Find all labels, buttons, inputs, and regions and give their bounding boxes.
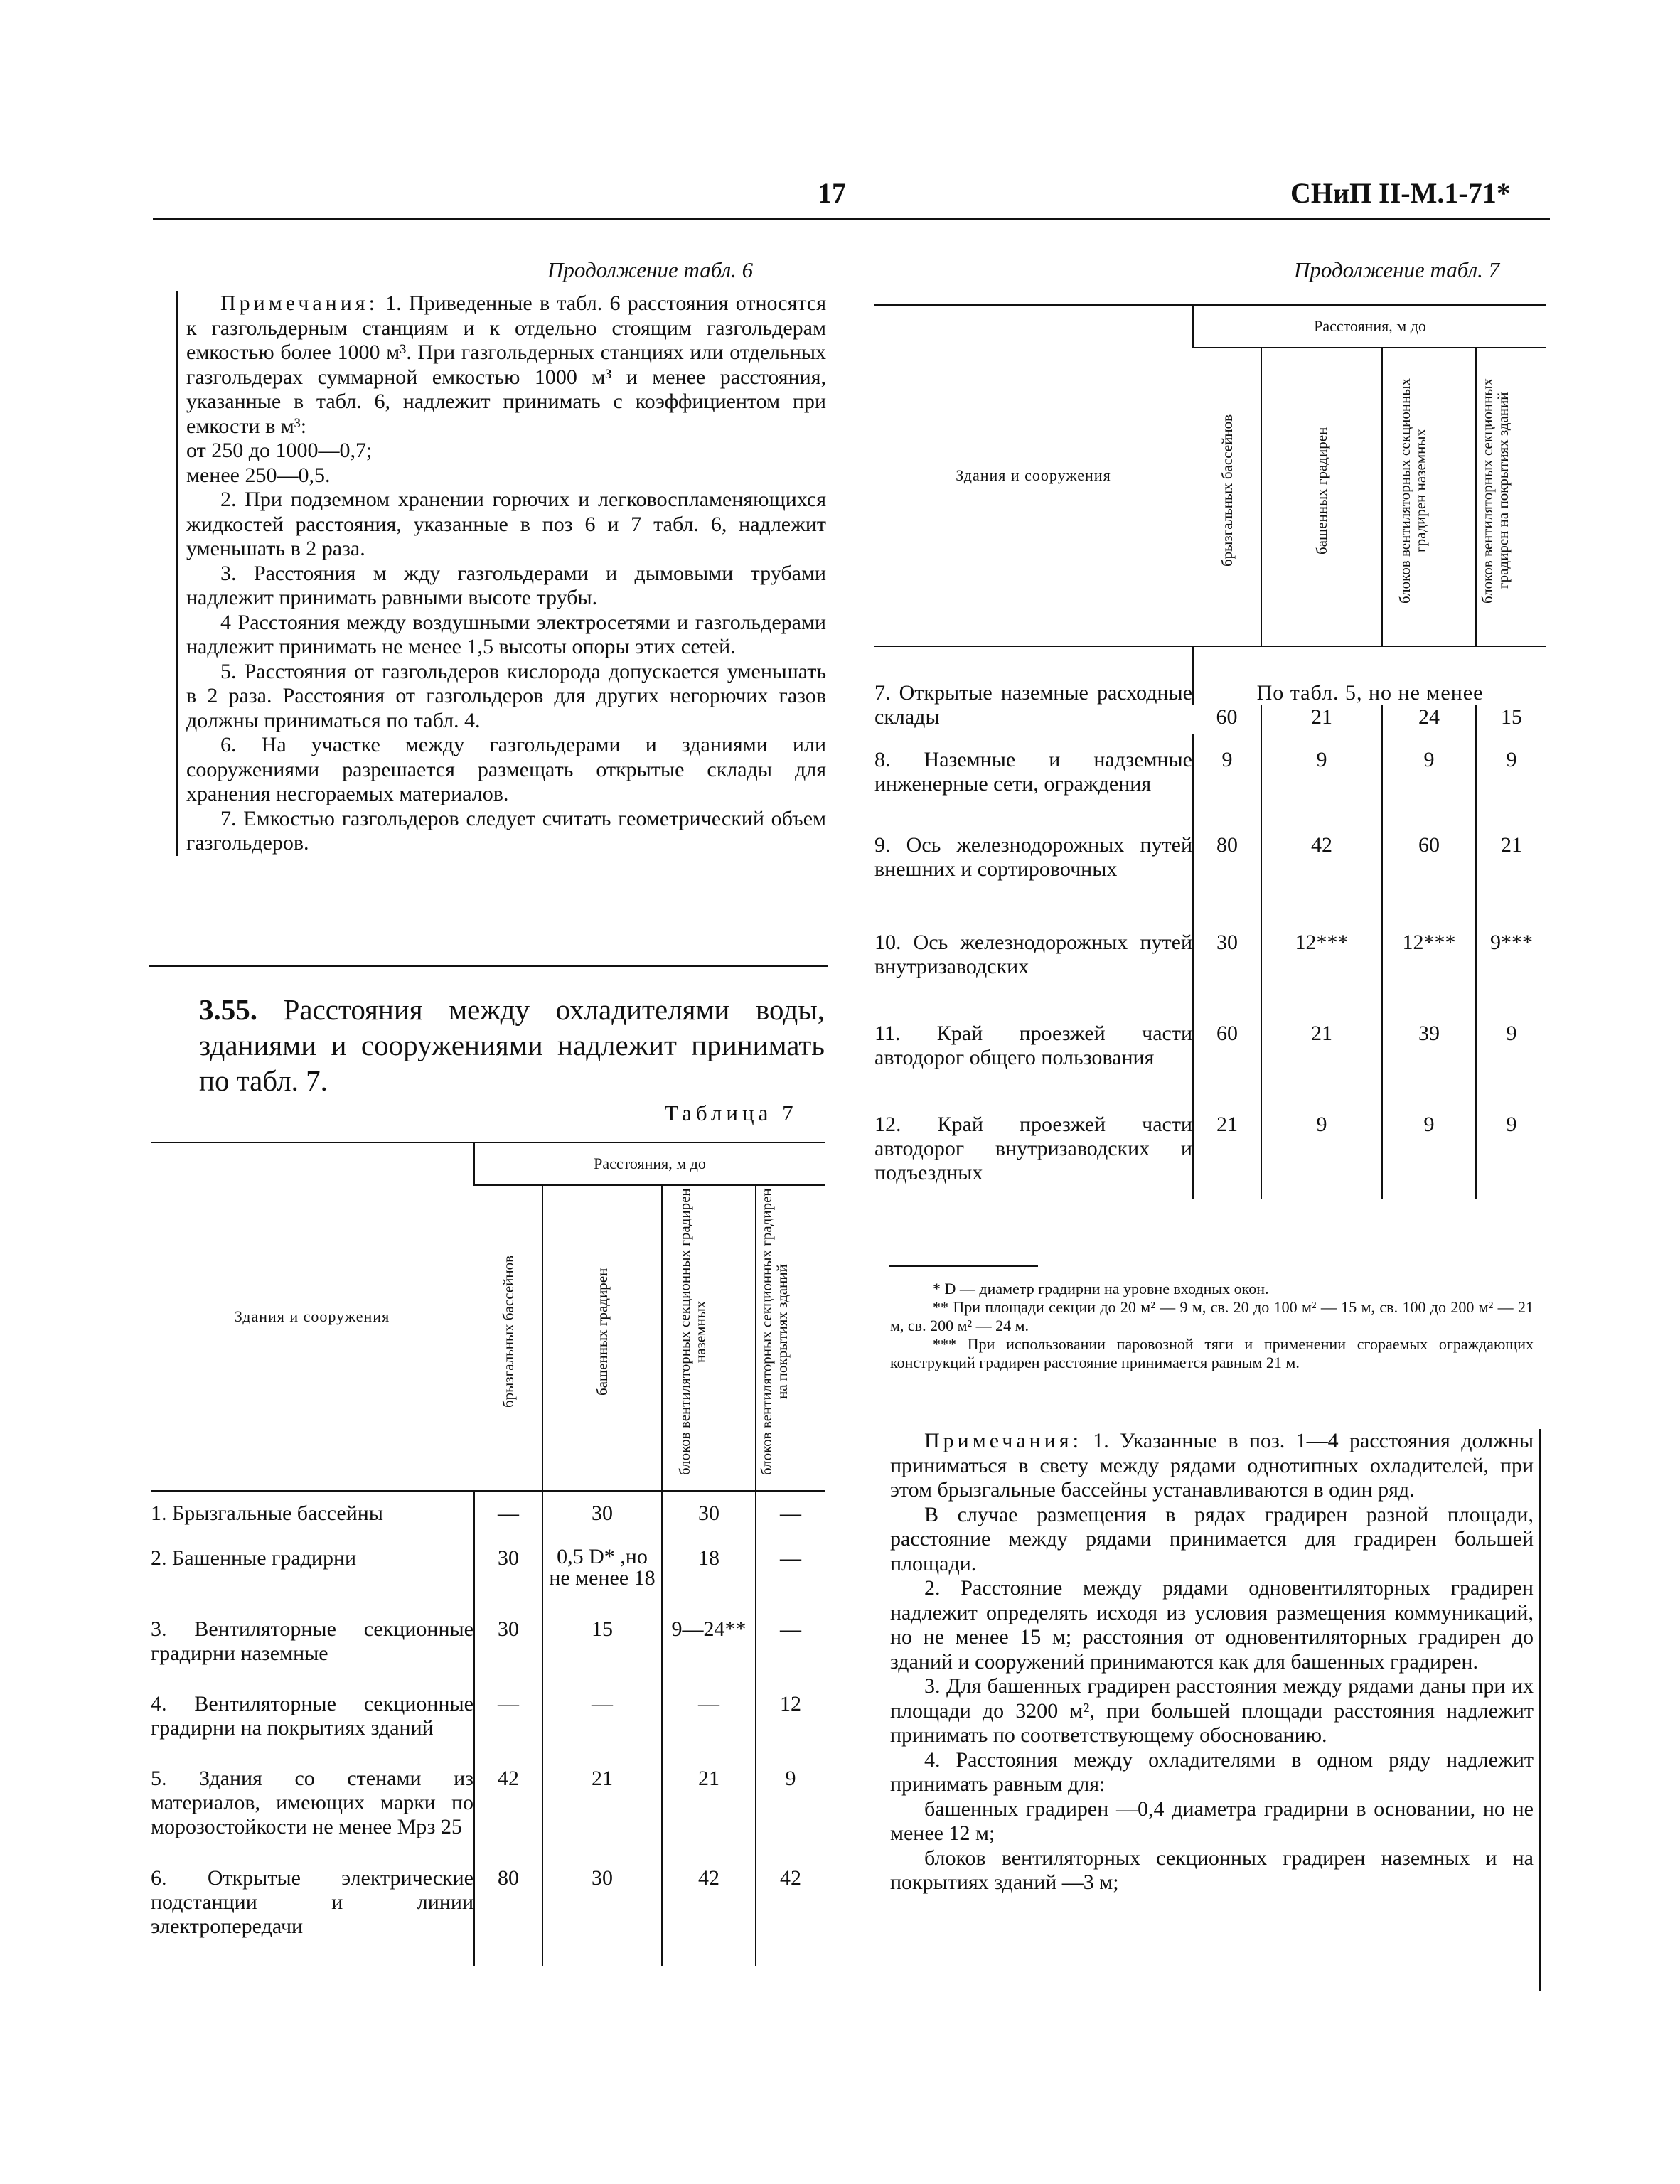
table-row: 11. Край проезжей части автодорог общего пользования 60 21 39 9 (874, 1016, 1546, 1107)
table-row: 6. Открытые электрические подстанции и линии электропередачи 80 30 42 42 (151, 1866, 825, 1966)
table7-label: Таблица 7 (665, 1101, 798, 1125)
note-1: Примечания: 1. Приведенные в табл. 6 расстояния относятся к газгольдерным станциям и к отдельно стоящим газгольдерам емкостью более 1000 м³. При газгольдерных станциях или отдельных газгольдерах суммарной емкостью 1000 м³ и менее расстояния, указанные в табл. 6, надлежит принимать с коэффициентом при емкости в м³: (186, 291, 826, 438)
header-buildings-cont: Здания и сооружения (874, 305, 1193, 646)
notes-right-border (1539, 1429, 1541, 1991)
note-4: 4 Расстояния между воздушными электросетями и газгольдерами надлежит принимать не менее 1,5 высоты опоры этих сетей. (186, 610, 826, 658)
table6-notes (176, 291, 826, 856)
table7-left (151, 1142, 825, 1966)
note-2: 2. При подземном хранении горючих и легковоспламеняющихся жидкостей расстояния, указанные в поз 6 и 7 табл. 6, надлежит уменьшать в 2 раза. (186, 488, 826, 560)
col-header-tower-coolers-cont: башенных градирен (1261, 348, 1382, 646)
table7-right (874, 304, 1546, 1199)
note-1-ratio-b: менее 250—0,5. (186, 463, 331, 487)
table7-notes (890, 1429, 1534, 1895)
col-header-tower-coolers: башенных градирен (542, 1185, 662, 1491)
note-r-4b: блоков вентиляторных секционных градирен наземных и на покрытиях зданий —3 м; (890, 1846, 1534, 1894)
table-row: 10. Ось железнодорожных путей внутризаводских 30 12*** 12*** 9*** (874, 925, 1546, 1016)
note-r-4a: башенных градирен —0,4 диаметра градирни в основании, но не менее 12 м; (890, 1797, 1534, 1845)
note-5: 5. Расстояния от газгольдеров кислорода допускается уменьшать в 2 раза. Расстояния от газгольдеров для других негорючих газов должны приниматься по табл. 4. (186, 659, 826, 732)
footnote-1: * D — диаметр градирни на уровне входных окон. (933, 1280, 1269, 1297)
table-row: 3. Вентиляторные секционные градирни наземные 30 15 9—24** — (151, 1617, 825, 1692)
table-row: 7. Открытые наземные расходные склады По табл. 5, но не менее (874, 646, 1546, 705)
note-3: 3. Расстояния м жду газгольдерами и дымовыми трубами надлежит принимать равными высоте трубы. (186, 561, 826, 609)
col-header-spray-pools: брызгальных бассейнов (499, 1256, 517, 1408)
table-row: 9. Ось железнодорожных путей внешних и сортировочных 80 42 60 21 (874, 828, 1546, 925)
document-code: СНиП II-М.1-71* (1290, 177, 1511, 209)
col-header-fan-ground: блоков вентиляторных секционных градирен наземных (662, 1185, 756, 1491)
table-row: 12. Край проезжей части автодорог внутризаводских и подъездных 21 9 9 9 (874, 1107, 1546, 1199)
row7-span: По табл. 5, но не менее (1193, 646, 1546, 705)
note-r-4: 4. Расстояния между охладителями в одном ряду надлежит принимать равным для: (890, 1747, 1534, 1796)
header-buildings: Здания и сооружения (151, 1142, 474, 1491)
right-continuation-label: Продолжение табл. 7 (1294, 257, 1500, 282)
note-r-1: Примечания: 1. Указанные в поз. 1—4 расстояния должны приниматься в свету между рядами однотипных охладителей, при этом брызгальные бассейны устанавливаются в один ряд. (890, 1429, 1534, 1502)
footnote-3: *** При использовании паровозной тяги и применении сгораемых ограждающих конструкций градирен расстояние принимается равным 21 м. (890, 1335, 1534, 1371)
left-continuation-label: Продолжение табл. 6 (547, 257, 754, 282)
footnote-2: ** При площади секции до 20 м² — 9 м, св. 20 до 100 м² — 15 м, св. 100 до 200 м² — 21 м, св. 200 м² — 24 м. (890, 1298, 1534, 1334)
section-number: 3.55. (199, 993, 257, 1026)
col-header-fan-roof-cont: блоков вентиляторных секционных градирен на покрытиях зданий (1476, 348, 1546, 646)
header-distances-cont: Расстояния, м до (1193, 305, 1546, 348)
table-row: 8. Наземные и надземные инженерные сети, ограждения 9 9 9 9 (874, 734, 1546, 828)
note-r-2: 2. Расстояние между рядами одновентиляторных градирен надлежит определять исходя из условия размещения коммуникаций, но не менее 15 м; расстояния от одновентиляторных градирен до зданий и сооружений принимаются как для башенных градирен. (890, 1576, 1534, 1674)
header-distances: Расстояния, м до (474, 1142, 825, 1185)
table-row: 4. Вентиляторные секционные градирни на покрытиях зданий — — — 12 (151, 1692, 825, 1767)
col-header-spray-pools-cont: брызгальных бассейнов (1218, 414, 1236, 567)
page-number: 17 (818, 177, 846, 209)
section-3-55: 3.55. Расстояния между охладителями воды, зданиями и сооружениями надлежит принимать по табл. 7. (199, 993, 825, 1097)
note-r-1b: В случае размещения в рядах градирен разной площади, расстояние между рядами принимается для градирен большей площади. (890, 1502, 1534, 1575)
col-header-fan-ground-cont: блоков вентиляторных секционных градирен наземных (1382, 348, 1476, 646)
footnote-divider (889, 1265, 1038, 1267)
col-header-fan-roof: блоков вентиляторных секционных градирен на покрытиях зданий (756, 1185, 825, 1491)
note-r-3: 3. Для башенных градирен расстояния между рядами даны при их площади до 3200 м², при большей площади расстояния надлежит принимать по соответствующему обоснованию. (890, 1674, 1534, 1747)
table-row: 1. Брызгальные бассейны — 30 30 — (151, 1491, 825, 1546)
table-row: 60 21 24 15 (874, 705, 1546, 734)
note-1-ratio-a: от 250 до 1000—0,7; (186, 439, 373, 462)
note-7: 7. Емкостью газгольдеров следует считать геометрический объем газгольдеров. (186, 806, 826, 855)
table7-footnotes (890, 1280, 1534, 1372)
table-row: 2. Башенные градирни 30 0,5 D* ,но не менее 18 18 — (151, 1546, 825, 1617)
table-row: 5. Здания со стенами из материалов, имеющих марки по морозостойкости не менее Мрз 25 42 21 21 9 (151, 1767, 825, 1866)
header-divider (153, 218, 1550, 220)
note-6: 6. На участке между газгольдерами и зданиями или сооружениями разрешается размещать открытые склады для хранения несгораемых материалов. (186, 733, 826, 805)
notes-divider (149, 965, 828, 967)
